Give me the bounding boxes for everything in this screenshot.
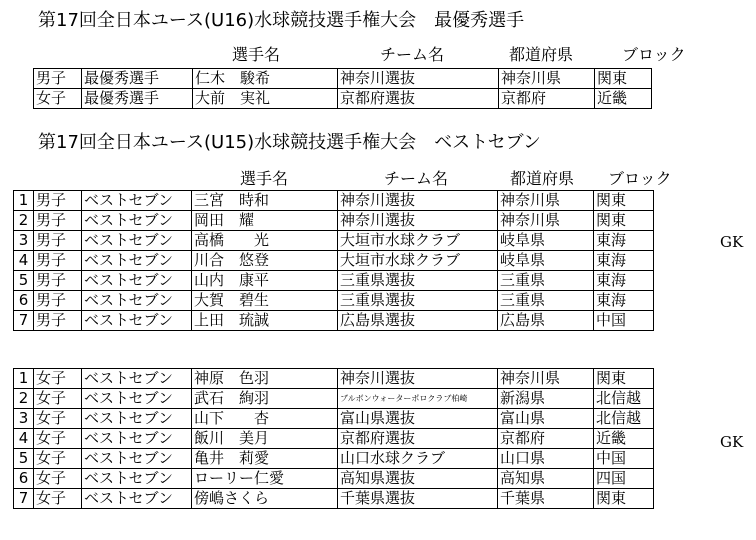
player-name-cell: 飯川 美月 bbox=[192, 429, 338, 449]
team-name-cell: 大垣市水球クラブ bbox=[338, 231, 498, 251]
boys-row bbox=[14, 191, 654, 211]
prefecture-cell: 岐阜県 bbox=[498, 231, 594, 251]
prefecture-cell: 千葉県 bbox=[498, 489, 594, 509]
block-cell: 東海 bbox=[594, 271, 654, 291]
player-name-cell: 大前 実礼 bbox=[193, 89, 338, 109]
award-cell: ベストセブン bbox=[82, 449, 192, 469]
row-number: 1 bbox=[14, 369, 34, 389]
player-name-cell: 川合 悠登 bbox=[192, 251, 338, 271]
block-cell: 関東 bbox=[595, 69, 652, 89]
prefecture-cell: 富山県 bbox=[498, 409, 594, 429]
player-name-cell: 山下 杏 bbox=[192, 409, 338, 429]
award-cell: ベストセブン bbox=[82, 251, 192, 271]
girls-row bbox=[14, 429, 654, 449]
sex-cell: 女子 bbox=[34, 369, 82, 389]
prefecture-cell: 新潟県 bbox=[498, 389, 594, 409]
boys-gk-note: GK bbox=[720, 233, 744, 251]
prefecture-cell: 京都府 bbox=[499, 89, 595, 109]
girls-row bbox=[14, 469, 654, 489]
block-cell: 中国 bbox=[594, 449, 654, 469]
player-name-cell: 神原 色羽 bbox=[192, 369, 338, 389]
boys-row bbox=[14, 271, 654, 291]
prefecture-cell: 神奈川県 bbox=[498, 191, 594, 211]
prefecture-cell: 神奈川県 bbox=[499, 69, 595, 89]
mvp-row bbox=[34, 89, 652, 109]
award-cell: ベストセブン bbox=[82, 271, 192, 291]
sex-cell: 男子 bbox=[34, 231, 82, 251]
award-cell: 最優秀選手 bbox=[82, 89, 193, 109]
header-block: ブロック bbox=[608, 169, 672, 188]
player-name-cell: 仁木 駿希 bbox=[193, 69, 338, 89]
team-name-cell: 高知県選抜 bbox=[338, 469, 498, 489]
block-cell: 北信越 bbox=[594, 409, 654, 429]
block-cell: 近畿 bbox=[595, 89, 652, 109]
row-number: 7 bbox=[14, 489, 34, 509]
award-cell: ベストセブン bbox=[82, 311, 192, 331]
award-cell: ベストセブン bbox=[82, 231, 192, 251]
block-cell: 東海 bbox=[594, 231, 654, 251]
prefecture-cell: 神奈川県 bbox=[498, 369, 594, 389]
team-name-cell: 神奈川選抜 bbox=[338, 369, 498, 389]
row-number: 1 bbox=[14, 191, 34, 211]
player-name-cell: 亀井 莉愛 bbox=[192, 449, 338, 469]
block-cell: 関東 bbox=[594, 489, 654, 509]
award-cell: ベストセブン bbox=[82, 369, 192, 389]
row-number: 3 bbox=[14, 231, 34, 251]
award-cell: ベストセブン bbox=[82, 469, 192, 489]
award-cell: ベストセブン bbox=[82, 211, 192, 231]
player-name-cell: 武石 絢羽 bbox=[192, 389, 338, 409]
header-prefecture: 都道府県 bbox=[509, 45, 574, 64]
girls-row bbox=[14, 369, 654, 389]
block-cell: 四国 bbox=[594, 469, 654, 489]
player-name-cell: 山内 康平 bbox=[192, 271, 338, 291]
player-name-cell: 大賀 碧生 bbox=[192, 291, 338, 311]
block-cell: 近畿 bbox=[594, 429, 654, 449]
sex-cell: 男子 bbox=[34, 311, 82, 331]
team-name-cell: 大垣市水球クラブ bbox=[338, 251, 498, 271]
block-cell: 関東 bbox=[594, 369, 654, 389]
sex-cell: 女子 bbox=[34, 409, 82, 429]
boys-row bbox=[14, 291, 654, 311]
team-name-cell: 神奈川選抜 bbox=[338, 69, 499, 89]
row-number: 2 bbox=[14, 389, 34, 409]
award-cell: ベストセブン bbox=[82, 191, 192, 211]
row-number: 6 bbox=[14, 469, 34, 489]
sex-cell: 女子 bbox=[34, 89, 82, 109]
header-player-name: 選手名 bbox=[240, 169, 289, 188]
boys-row bbox=[14, 311, 654, 331]
row-number: 5 bbox=[14, 449, 34, 469]
award-cell: ベストセブン bbox=[82, 429, 192, 449]
player-name-cell: 高橋 光 bbox=[192, 231, 338, 251]
player-name-cell: 傍嶋さくら bbox=[192, 489, 338, 509]
team-name-cell: 神奈川選抜 bbox=[338, 211, 498, 231]
row-number: 4 bbox=[14, 251, 34, 271]
sex-cell: 女子 bbox=[34, 389, 82, 409]
player-name-cell: 岡田 耀 bbox=[192, 211, 338, 231]
row-number: 6 bbox=[14, 291, 34, 311]
row-number: 4 bbox=[14, 429, 34, 449]
team-name-cell: 千葉県選抜 bbox=[338, 489, 498, 509]
award-cell: ベストセブン bbox=[82, 291, 192, 311]
player-name-cell: 上田 琉誠 bbox=[192, 311, 338, 331]
boys-row bbox=[14, 211, 654, 231]
header-team-name: チーム名 bbox=[384, 169, 449, 188]
row-number: 5 bbox=[14, 271, 34, 291]
prefecture-cell: 神奈川県 bbox=[498, 211, 594, 231]
prefecture-cell: 三重県 bbox=[498, 271, 594, 291]
sex-cell: 男子 bbox=[34, 251, 82, 271]
team-name-cell: 山口水球クラブ bbox=[338, 449, 498, 469]
sex-cell: 女子 bbox=[34, 469, 82, 489]
section1-title: 第17回全日本ユース(U16)水球競技選手権大会 最優秀選手 bbox=[38, 10, 525, 31]
block-cell: 関東 bbox=[594, 211, 654, 231]
prefecture-cell: 広島県 bbox=[498, 311, 594, 331]
header-prefecture: 都道府県 bbox=[510, 169, 575, 188]
prefecture-cell: 山口県 bbox=[498, 449, 594, 469]
team-name-cell: 三重県選抜 bbox=[338, 291, 498, 311]
mvp-table bbox=[33, 68, 652, 109]
sex-cell: 男子 bbox=[34, 271, 82, 291]
mvp-row bbox=[34, 69, 652, 89]
girls-row bbox=[14, 489, 654, 509]
sex-cell: 男子 bbox=[34, 69, 82, 89]
boys-row bbox=[14, 251, 654, 271]
award-cell: ベストセブン bbox=[82, 409, 192, 429]
team-name-cell: 京都府選抜 bbox=[338, 89, 499, 109]
team-name-cell: 京都府選抜 bbox=[338, 429, 498, 449]
block-cell: 北信越 bbox=[594, 389, 654, 409]
award-cell: ベストセブン bbox=[82, 489, 192, 509]
girls-gk-note: GK bbox=[720, 433, 744, 451]
row-number: 7 bbox=[14, 311, 34, 331]
girls-best-seven-table bbox=[13, 368, 654, 509]
prefecture-cell: 高知県 bbox=[498, 469, 594, 489]
sex-cell: 男子 bbox=[34, 211, 82, 231]
boys-row bbox=[14, 231, 654, 251]
prefecture-cell: 岐阜県 bbox=[498, 251, 594, 271]
header-team-name: チーム名 bbox=[380, 45, 445, 64]
girls-row bbox=[14, 409, 654, 429]
award-cell: 最優秀選手 bbox=[82, 69, 193, 89]
section2-title: 第17回全日本ユース(U15)水球競技選手権大会 ベストセブン bbox=[38, 132, 541, 153]
header-player-name: 選手名 bbox=[232, 45, 281, 64]
block-cell: 中国 bbox=[594, 311, 654, 331]
girls-row bbox=[14, 449, 654, 469]
block-cell: 関東 bbox=[594, 191, 654, 211]
sex-cell: 女子 bbox=[34, 449, 82, 469]
row-number: 3 bbox=[14, 409, 34, 429]
sex-cell: 男子 bbox=[34, 191, 82, 211]
player-name-cell: ローリー仁愛 bbox=[192, 469, 338, 489]
prefecture-cell: 京都府 bbox=[498, 429, 594, 449]
team-name-cell: ブルボンウォーターポロクラブ柏崎 bbox=[338, 389, 498, 409]
girls-row bbox=[14, 389, 654, 409]
team-name-cell: 三重県選抜 bbox=[338, 271, 498, 291]
block-cell: 東海 bbox=[594, 291, 654, 311]
header-block: ブロック bbox=[622, 45, 686, 64]
team-name-cell: 神奈川選抜 bbox=[338, 191, 498, 211]
sex-cell: 男子 bbox=[34, 291, 82, 311]
row-number: 2 bbox=[14, 211, 34, 231]
sex-cell: 女子 bbox=[34, 489, 82, 509]
team-name-cell: 富山県選抜 bbox=[338, 409, 498, 429]
award-cell: ベストセブン bbox=[82, 389, 192, 409]
team-name-cell: 広島県選抜 bbox=[338, 311, 498, 331]
boys-best-seven-table bbox=[13, 190, 654, 331]
player-name-cell: 三宮 時和 bbox=[192, 191, 338, 211]
sex-cell: 女子 bbox=[34, 429, 82, 449]
prefecture-cell: 三重県 bbox=[498, 291, 594, 311]
block-cell: 東海 bbox=[594, 251, 654, 271]
